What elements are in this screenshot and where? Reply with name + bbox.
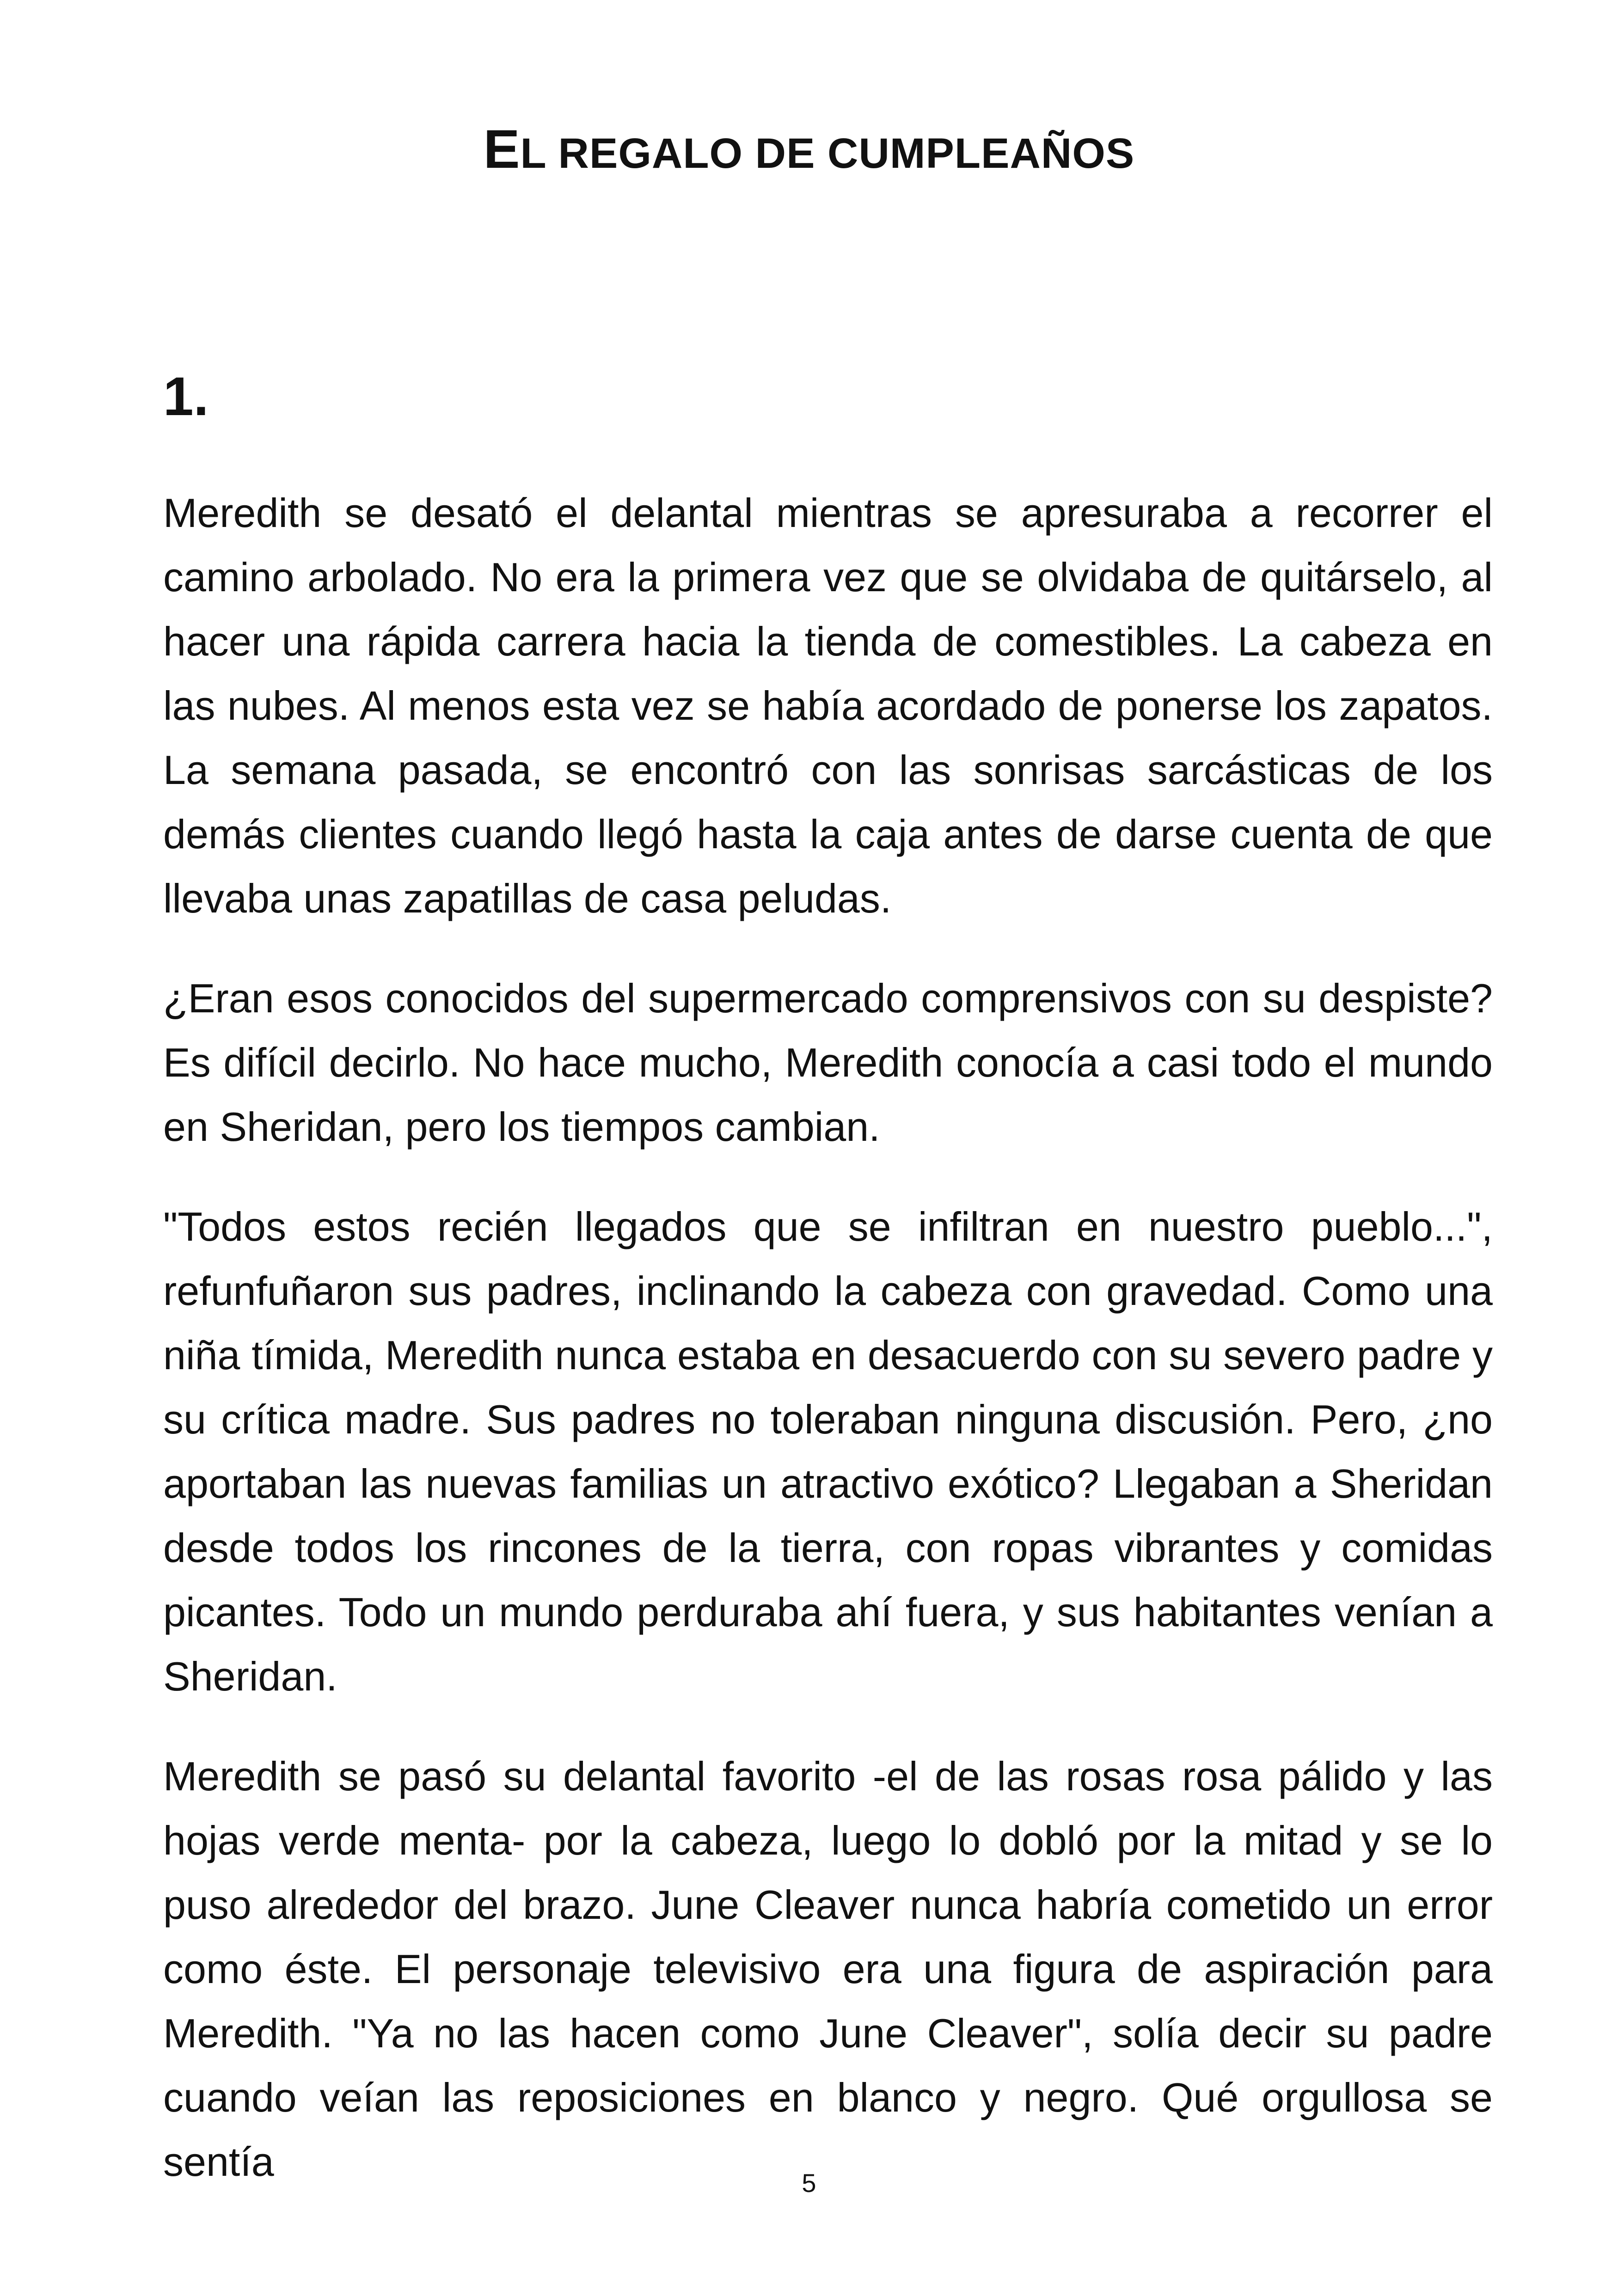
page-number: 5 (802, 2168, 816, 2198)
chapter-title-rest: L REGALO DE CUMPLEAÑOS (520, 130, 1135, 177)
paragraph-1: Meredith se desató el delantal mientras se apresuraba a recorrer el camino arbolado. No era la primera vez que se olvidaba de quitárselo, al hacer una rápida carrera hacia la tienda de comestibles. La cabeza en las nubes. Al menos esta vez se había acordado de ponerse los zapatos. La semana pasada, se encontró con las sonrisas sarcásticas de los demás clientes cuando llegó hasta la caja antes de darse cuenta de que llevaba unas zapatillas de casa peludas. (163, 490, 1493, 921)
body-text (163, 481, 1493, 2229)
paragraph-3: "Todos estos recién llegados que se infiltran en nuestro pueblo...", refunfuñaron sus padres, inclinando la cabeza con gravedad. Como una niña tímida, Meredith nunca estaba en desacuerdo con su severo padre y su crítica madre. Sus padres no toleraban ninguna discusión. Pero, ¿no aportaban las nuevas familias un atractivo exótico? Llegaban a Sheridan desde todos los rincones de la tierra, con ropas vibrantes y comidas picantes. Todo un mundo perduraba ahí fuera, y sus habitantes venían a Sheridan. (163, 1204, 1493, 1699)
paragraph-2: ¿Eran esos conocidos del supermercado comprensivos con su despiste? Es difícil decirlo. No hace mucho, Meredith conocía a casi todo el mundo en Sheridan, pero los tiempos cambian. (163, 975, 1493, 1150)
chapter-title (0, 118, 1618, 181)
paragraph-4: Meredith se pasó su delantal favorito -el de las rosas rosa pálido y las hojas verde menta- por la cabeza, luego lo dobló por la mitad y se lo puso alrededor del brazo. June Cleaver nunca habría cometido un error como éste. El personaje televisivo era una figura de aspiración para Meredith. "Ya no las hacen como June Cleaver", solía decir su padre cuando veían las reposiciones en blanco y negro. Qué orgullosa se sentía (163, 1753, 1493, 2185)
section-number: 1. (163, 366, 209, 427)
chapter-title-initial: E (483, 119, 521, 180)
